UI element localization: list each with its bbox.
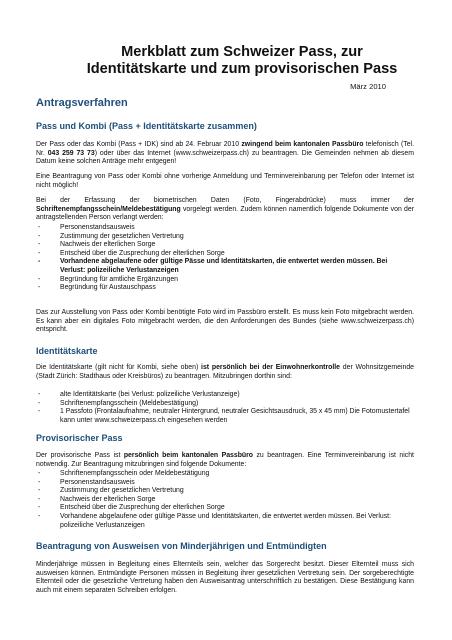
paragraph-identitaetskarte	[36, 364, 414, 381]
title-line-1: Merkblatt zum Schweizer Pass, zur	[121, 44, 363, 60]
text-span: der Wohnsitzgemeinde (Stadt Zürich: Stadthaus oder Kreisbüros) zu beantragen. Mitzubringen dorthin sind:	[36, 364, 414, 380]
list-item: - Vorhandene abgelaufene oder gültige Pässe und Identitätskarten, die entwertet werden müssen. Bei Verlust: polizeiliche Verlustanzeigen	[36, 513, 414, 530]
list-item: - Zustimmung der gesetzlichen Vertretung	[36, 233, 414, 242]
text-bold: Schriftenempfangsschein/Meldebestätigung	[36, 205, 181, 213]
title-line-2: Identitätskarte und zum provisorischen Pass	[86, 61, 398, 77]
text-span: zu beantragen. Eine Terminvereinbarung ist nicht notwendig. Zur Beantragung mitzubringen sind folgende Dokumente:	[36, 452, 414, 468]
text-span: Der Pass oder das Kombi (Pass + IDK) sind ab 24. Februar 2010	[36, 141, 242, 148]
paragraph-minderjaehrige: Minderjährige müssen in Begleitung eines Elternteils sein, welcher das Sorgerecht besitzt. Dieser Elternteil muss sich ausweisen können. Entmündigte Personen müssen in Begleitung ihrer gesetzlichen Vertretung sein. Der sorgeberechtigte Elternteil oder die gesetzliche Vertretung haben den Ausweisantrag unterschriftlich zu bestätigen. Diese Bestätigung kann auch mit einem separaten Schreiben erfolgen.	[36, 561, 414, 594]
paragraph-pass-kombi-3	[36, 197, 414, 223]
text-bold: persönlich beim kantonalen Passbüro	[123, 452, 253, 459]
document-title	[74, 44, 410, 78]
list-item: - alte Identitätskarte (bei Verlust: polizeiliche Verlustanzeige)	[36, 391, 414, 400]
heading-antragsverfahren: Antragsverfahren	[36, 97, 128, 109]
text-span: ) oder über das Internet (www.schweizerpass.ch) zu beantragen. Die Gemeinden nehmen ab diesem Datum keine solchen Anträge mehr entgegen!	[36, 149, 414, 166]
list-item: - Zustimmung der gesetzlichen Vertretung	[36, 487, 414, 496]
list-item: - Entscheid über die Zusprechung der elterlichen Sorge	[36, 504, 414, 513]
list-item: - Entscheid über die Zusprechung der elterlichen Sorge	[36, 250, 414, 259]
text-span: telefonisch (Tel. Nr.	[36, 141, 414, 157]
list-provisorischer-pass	[36, 470, 414, 530]
paragraph-provisorischer-pass	[36, 452, 414, 469]
list-item: - Vorhandene abgelaufene oder gültige Pässe und Identitätskarten, die entwertet werden müssen. Bei Verlust: polizeiliche Verlustanzeigen	[36, 258, 414, 275]
heading-minderjaehrige: Beantragung von Ausweisen von Minderjährigen und Entmündigten	[36, 541, 327, 551]
heading-identitaetskarte: Identitätskarte	[36, 346, 98, 356]
list-item: - Begründung für Austauschpass	[36, 284, 414, 293]
phone-number: 043 259 73 73	[47, 149, 95, 157]
list-item: - Personenstandsausweis	[36, 479, 414, 488]
list-pass-kombi	[36, 224, 414, 293]
text-bold: zwingend beim kantonalen Passbüro	[241, 141, 364, 148]
text-span: Der provisorische Pass ist	[36, 452, 124, 459]
paragraph-pass-kombi-foto: Das zur Ausstellung von Pass oder Kombi benötigte Foto wird im Passbüro erstellt. Es muss kein Foto mitgebracht werden. Es kann aber ein digitales Foto mitgebracht werden, die den Anforderungen des Bundes (siehe www.schweizerpass.ch) entspricht.	[36, 309, 414, 334]
heading-pass-kombi: Pass und Kombi (Pass + Identitätskarte zusammen)	[36, 121, 257, 131]
text-span: Bei der Erfassung der biometrischen Daten (Foto, Fingerabdrücke) muss immer der	[36, 197, 414, 204]
list-identitaetskarte	[36, 391, 414, 425]
list-item: - Personenstandsausweis	[36, 224, 414, 233]
text-span: Die Identitätskarte (gilt nicht für Kombi, siehe oben)	[36, 364, 202, 371]
paragraph-pass-kombi-1	[36, 141, 414, 167]
list-item: - 1 Passfoto (Frontalaufnahme, neutraler Hintergrund, neutraler Gesichtsausdruck, 35 x 45 mm) Die Fotomustertafel kann unter www.schweizerpass.ch eingesehen werden	[36, 408, 414, 425]
text-bold: ist persönlich bei der Einwohnerkontrolle	[201, 364, 341, 371]
paragraph-pass-kombi-2: Eine Beantragung von Pass oder Kombi ohne vorherige Anmeldung und Terminvereinbarung per Telefon oder Internet ist nicht möglich!	[36, 173, 414, 189]
list-item: - Nachweis der elterlichen Sorge	[36, 241, 414, 250]
list-item: - Nachweis der elterlichen Sorge	[36, 496, 414, 505]
list-item: - Begründung für amtliche Ergänzungen	[36, 276, 414, 285]
list-item: - Schriftenempfangsschein (Meldebestätigung)	[36, 400, 414, 409]
text-span: vorgelegt werden. Zudem können namentlich folgende Dokumente von der antragstellenden Person verlangt werden:	[36, 205, 414, 222]
document-date: März 2010	[350, 82, 386, 91]
list-item: - Schriftenempfangsschein oder Meldebestätigung	[36, 470, 414, 479]
heading-provisorischer-pass: Provisorischer Pass	[36, 433, 123, 443]
